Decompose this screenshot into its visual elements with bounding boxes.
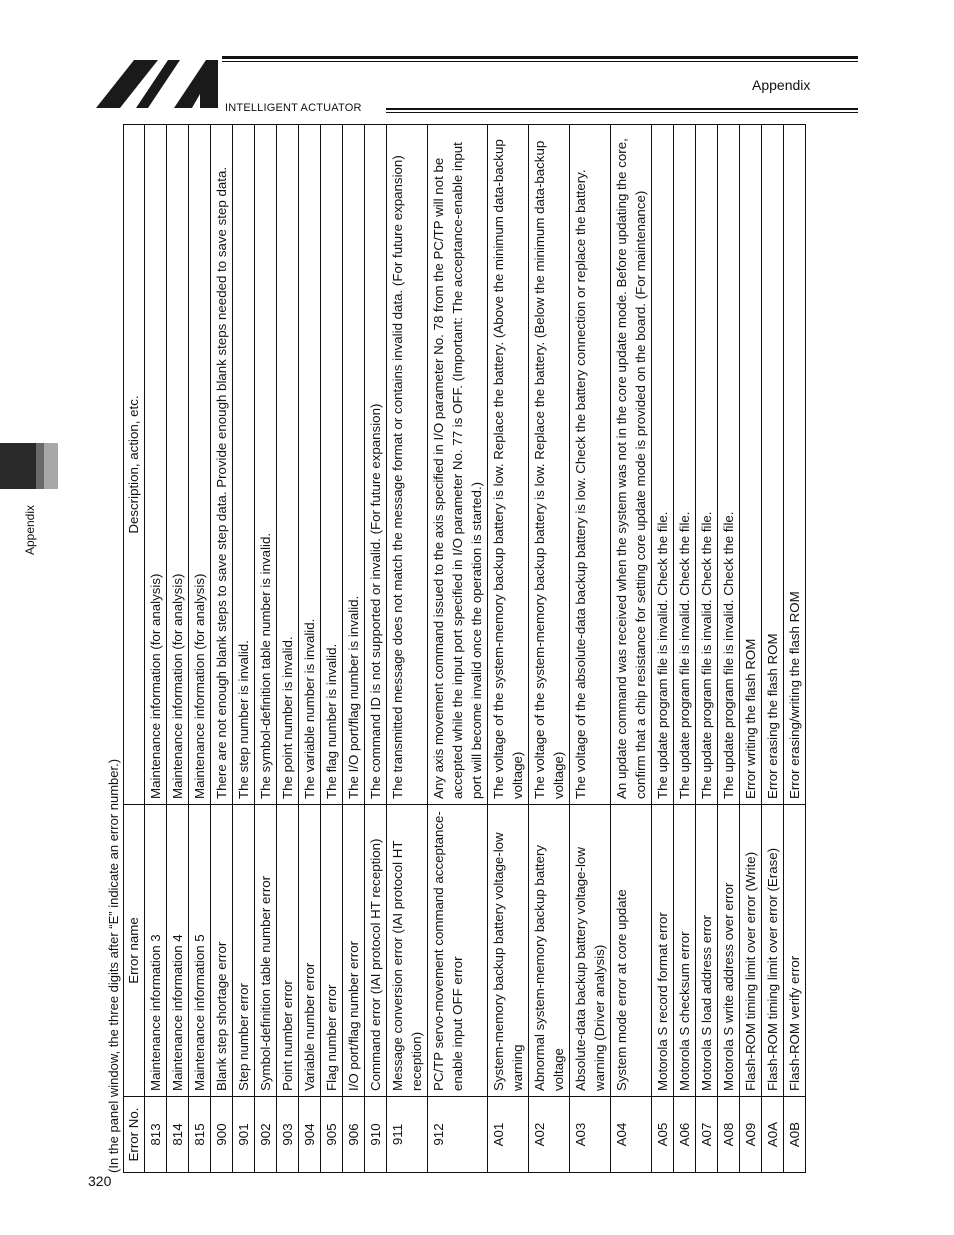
error-description: The voltage of the system-memory backup battery is low. Replace the battery. (Below the minimum data-backup voltage) [529, 125, 570, 805]
error-number: 910 [365, 1097, 387, 1173]
error-name: Message conversion error (IAI protocol HT reception) [387, 805, 428, 1097]
error-description: Error erasing the flash ROM [762, 125, 784, 805]
error-description: Any axis movement command issued to the axis specified in I/O parameter No. 78 from the PC/TP will not be accepted while the input port specified in I/O parameter No. 77 is OFF. (Important: The acceptance-enable input port will become invalid once the operation is started.) [428, 125, 488, 805]
error-name: Abnormal system-memory backup battery voltage [529, 805, 570, 1097]
error-table-block [105, 125, 843, 1173]
error-description: The voltage of the absolute-data backup battery is low. Check the battery connection or replace the battery. [570, 125, 611, 805]
table-row [488, 125, 529, 1173]
error-number: A04 [611, 1097, 652, 1173]
table-row [233, 125, 255, 1173]
error-description: The symbol-definition table number is invalid. [255, 125, 277, 805]
table-row [211, 125, 233, 1173]
error-number: A02 [529, 1097, 570, 1173]
table-row [740, 125, 762, 1173]
error-description: Error writing the flash ROM [740, 125, 762, 805]
error-name: Motorola S checksum error [674, 805, 696, 1097]
header-rule [222, 56, 858, 59]
error-description: The update program file is invalid. Check the file. [652, 125, 674, 805]
error-name: Flash-ROM timing limit over error (Write) [740, 805, 762, 1097]
error-name: Absolute-data backup battery voltage-low warning (Driver analysis) [570, 805, 611, 1097]
error-description: The transmitted message does not match the message format or contains invalid data. (For future expansion) [387, 125, 428, 805]
col-header-error-no: Error No. [124, 1097, 145, 1173]
error-number: 902 [255, 1097, 277, 1173]
table-row [784, 125, 806, 1173]
error-description: The I/O port/flag number is invalid. [343, 125, 365, 805]
table-row [611, 125, 652, 1173]
error-number: 905 [321, 1097, 343, 1173]
error-description: The command ID is not supported or invalid. (For future expansion) [365, 125, 387, 805]
brand-rule-thin [386, 112, 858, 113]
error-name: Motorola S record format error [652, 805, 674, 1097]
table-row [428, 125, 488, 1173]
table-caption: (In the panel window, the three digits after “E” indicate an error number.) [106, 758, 121, 1173]
table-row [529, 125, 570, 1173]
error-description: Error erasing/writing the flash ROM [784, 125, 806, 805]
error-name: Flag number error [321, 805, 343, 1097]
table-row [762, 125, 784, 1173]
table-row [167, 125, 189, 1173]
error-name: Blank step shortage error [211, 805, 233, 1097]
error-number: 906 [343, 1097, 365, 1173]
table-row [255, 125, 277, 1173]
error-description: The voltage of the system-memory backup battery is low. Replace the battery. (Above the minimum data-backup voltage) [488, 125, 529, 805]
error-number: A05 [652, 1097, 674, 1173]
error-description: Maintenance information (for analysis) [145, 125, 167, 805]
error-name: Symbol-definition table number error [255, 805, 277, 1097]
error-name: System mode error at core update [611, 805, 652, 1097]
error-name: Motorola S load address error [696, 805, 718, 1097]
iai-logo [96, 56, 220, 112]
brand-name: INTELLIGENT ACTUATOR [225, 102, 362, 114]
error-number: A0B [784, 1097, 806, 1173]
error-description: There are not enough blank steps to save step data. Provide enough blank steps needed to save step data. [211, 125, 233, 805]
error-name: Command error (IAI protocol HT reception) [365, 805, 387, 1097]
table-header-row [124, 125, 145, 1173]
table-row [696, 125, 718, 1173]
table-row [718, 125, 740, 1173]
error-number: 815 [189, 1097, 211, 1173]
error-name: Point number error [277, 805, 299, 1097]
table-row [652, 125, 674, 1173]
error-number: 904 [299, 1097, 321, 1173]
table-row [343, 125, 365, 1173]
error-table [123, 124, 806, 1173]
table-row [387, 125, 428, 1173]
error-name: I/O port/flag number error [343, 805, 365, 1097]
col-header-error-name: Error name [124, 805, 145, 1097]
error-description: The point number is invalid. [277, 125, 299, 805]
error-number: 911 [387, 1097, 428, 1173]
error-description: The variable number is invalid. [299, 125, 321, 805]
error-number: A06 [674, 1097, 696, 1173]
table-row [365, 125, 387, 1173]
error-name: Maintenance information 5 [189, 805, 211, 1097]
error-number: A03 [570, 1097, 611, 1173]
col-header-description: Description, action, etc. [124, 125, 145, 805]
error-number: A01 [488, 1097, 529, 1173]
error-name: Variable number error [299, 805, 321, 1097]
error-name: Flash-ROM timing limit over error (Erase) [762, 805, 784, 1097]
page-number: 320 [88, 1173, 112, 1189]
error-number: A07 [696, 1097, 718, 1173]
error-description: Maintenance information (for analysis) [167, 125, 189, 805]
table-row [321, 125, 343, 1173]
error-number: A09 [740, 1097, 762, 1173]
error-name: Maintenance information 4 [167, 805, 189, 1097]
error-number: 900 [211, 1097, 233, 1173]
error-number: 903 [277, 1097, 299, 1173]
header-rule-thin [222, 61, 858, 62]
error-number: 814 [167, 1097, 189, 1173]
error-number: 912 [428, 1097, 488, 1173]
error-name: Motorola S write address over error [718, 805, 740, 1097]
table-row [189, 125, 211, 1173]
error-description: The update program file is invalid. Check the file. [696, 125, 718, 805]
error-description: The step number is invalid. [233, 125, 255, 805]
table-row [145, 125, 167, 1173]
error-description: The update program file is invalid. Check the file. [718, 125, 740, 805]
error-name: System-memory backup battery voltage-low warning [488, 805, 529, 1097]
error-description: Maintenance information (for analysis) [189, 125, 211, 805]
side-tab-label: Appendix [23, 504, 37, 556]
error-number: 813 [145, 1097, 167, 1173]
error-number: A0A [762, 1097, 784, 1173]
section-title: Appendix [752, 77, 811, 93]
table-row [570, 125, 611, 1173]
error-name: Flash-ROM verify error [784, 805, 806, 1097]
error-description: An update command was received when the system was not in the core update mode. Before updating the core, confirm that a chip resistance for setting core update mode is provided on the board. (For maintenance) [611, 125, 652, 805]
table-row [674, 125, 696, 1173]
error-name: Maintenance information 3 [145, 805, 167, 1097]
table-row [299, 125, 321, 1173]
error-number: A08 [718, 1097, 740, 1173]
error-description: The flag number is invalid. [321, 125, 343, 805]
brand-rule [386, 108, 858, 110]
table-row [277, 125, 299, 1173]
error-description: The update program file is invalid. Check the file. [674, 125, 696, 805]
error-name: PC/TP servo-movement command acceptance-enable input OFF error [428, 805, 488, 1097]
chapter-tab [0, 443, 58, 489]
error-name: Step number error [233, 805, 255, 1097]
error-number: 901 [233, 1097, 255, 1173]
